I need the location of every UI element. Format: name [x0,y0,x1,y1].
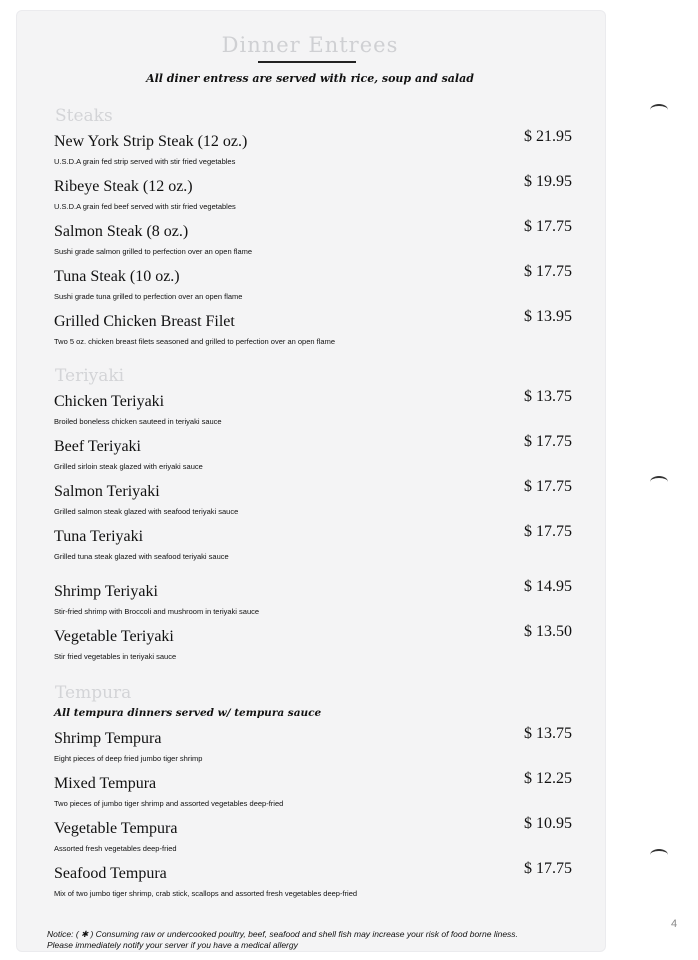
item-name: Chicken Teriyaki [54,393,165,410]
item-price: $ 19.95 [524,173,572,190]
item-price: $ 10.95 [524,815,572,832]
page-subtitle: All diner entress are served with rice, soup and salad [146,72,474,85]
item-description: Mix of two jumbo tiger shrimp, crab stick, scallops and assorted fresh vegetables deep-fried [54,889,358,898]
notice-line: Please immediately notify your server if you have a medical allergy [47,940,298,950]
item-name: Shrimp Teriyaki [54,583,158,600]
menu-page [16,10,606,952]
item-name: Mixed Tempura [54,775,157,792]
page-number: 4 [671,918,678,930]
item-name: Grilled Chicken Breast Filet [54,313,235,330]
item-price: $ 17.75 [524,523,572,540]
item-name: Vegetable Teriyaki [54,628,174,645]
allergy-notice [47,929,518,951]
item-name: Tuna Steak (10 oz.) [54,268,180,285]
section-heading-teriyaki: Teriyaki [55,366,125,386]
item-name: Tuna Teriyaki [54,528,144,545]
section-heading-steaks: Steaks [55,106,113,126]
item-description: Sushi grade salmon grilled to perfection over an open flame [54,247,253,256]
item-price: $ 13.50 [524,623,572,640]
item-name: Seafood Tempura [54,865,167,882]
item-name: Beef Teriyaki [54,438,141,455]
title-divider [258,61,356,63]
binder-hole-mark [650,104,668,116]
item-description: Grilled sirloin steak glazed with eriyaki sauce [54,462,203,471]
item-name: Vegetable Tempura [54,820,178,837]
item-name: Salmon Steak (8 oz.) [54,223,189,240]
item-description: U.S.D.A grain fed strip served with stir fried vegetables [54,157,236,166]
item-price: $ 17.75 [524,263,572,280]
item-price: $ 13.95 [524,308,572,325]
item-description: Stir fried vegetables in teriyaki sauce [54,652,177,661]
item-description: Sushi grade tuna grilled to perfection over an open flame [54,292,243,301]
section-heading-tempura: Tempura [55,683,132,703]
item-description: Grilled tuna steak glazed with seafood teriyaki sauce [54,552,229,561]
item-description: Two 5 oz. chicken breast filets seasoned and grilled to perfection over an open flame [54,337,335,346]
item-description: Two pieces of jumbo tiger shrimp and assorted vegetables deep-fried [54,799,284,808]
item-description: Broiled boneless chicken sauteed in teriyaki sauce [54,417,222,426]
item-price: $ 13.75 [524,725,572,742]
item-name: Ribeye Steak (12 oz.) [54,178,193,195]
item-price: $ 12.25 [524,770,572,787]
item-price: $ 17.75 [524,478,572,495]
item-price: $ 13.75 [524,388,572,405]
item-price: $ 17.75 [524,433,572,450]
item-name: Shrimp Tempura [54,730,162,747]
item-price: $ 21.95 [524,128,572,145]
page-title: Dinner Entrees [221,33,399,57]
item-price: $ 14.95 [524,578,572,595]
item-description: Stir-fried shrimp with Broccoli and mushroom in teriyaki sauce [54,607,260,616]
section-note: All tempura dinners served w/ tempura sauce [54,707,322,719]
item-description: Grilled salmon steak glazed with seafood teriyaki sauce [54,507,239,516]
notice-line: Notice: ( ✱ ) Consuming raw or undercooked poultry, beef, seafood and shell fish may increase your risk of food borne liness. [47,929,518,939]
item-description: Eight pieces of deep fried jumbo tiger shrimp [54,754,203,763]
binder-hole-mark [650,849,668,861]
item-description: U.S.D.A grain fed beef served with stir fried vegetables [54,202,236,211]
item-price: $ 17.75 [524,860,572,877]
item-description: Assorted fresh vegetables deep-fried [54,844,177,853]
binder-hole-mark [650,476,668,488]
item-price: $ 17.75 [524,218,572,235]
item-name: Salmon Teriyaki [54,483,160,500]
item-name: New York Strip Steak (12 oz.) [54,133,248,150]
